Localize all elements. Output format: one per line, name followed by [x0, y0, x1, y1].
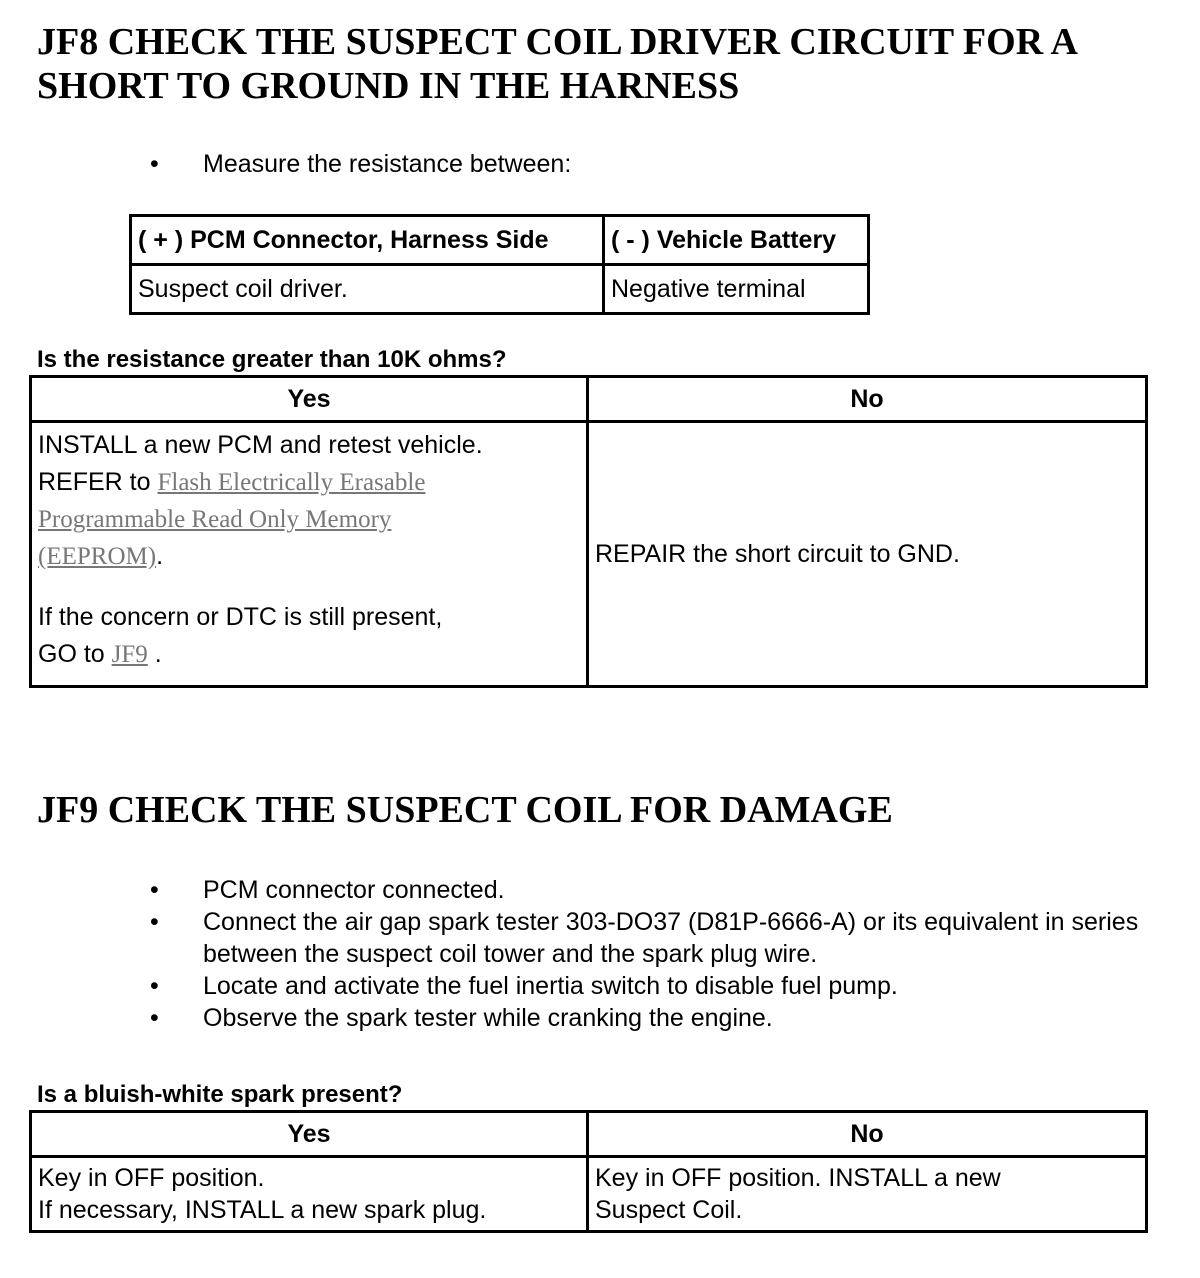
- bullet-text: PCM connector connected.: [203, 876, 505, 904]
- jf8-heading-line2: SHORT TO GROUND IN THE HARNESS: [37, 65, 740, 107]
- no-header: No: [588, 377, 1147, 422]
- refer-line-3: [38, 538, 580, 575]
- jf9-no-cell: [588, 1157, 1147, 1232]
- yes-header: Yes: [31, 1112, 588, 1157]
- jf8-question: Is the resistance greater than 10K ohms?: [37, 346, 507, 373]
- list-item: [150, 906, 1170, 970]
- no-line1: Key in OFF position. INSTALL a new: [595, 1164, 1001, 1192]
- measure-col2-value: Negative terminal: [604, 265, 869, 314]
- jf8-decision-table: [29, 375, 1148, 688]
- yes-install-text: INSTALL a new PCM and retest vehicle.: [38, 431, 483, 459]
- refer-suffix: .: [156, 542, 164, 570]
- goto-line: [38, 636, 580, 673]
- jf8-yes-cell: [31, 422, 588, 687]
- yes-line2: If necessary, INSTALL a new spark plug.: [38, 1196, 487, 1224]
- jf8-heading-line1: JF8 CHECK THE SUSPECT COIL DRIVER CIRCUIT FOR A: [37, 21, 1078, 63]
- bullet-icon: •: [150, 876, 159, 904]
- table-row: [31, 377, 1147, 422]
- measurement-table: [129, 214, 870, 315]
- jf9-yes-cell: [31, 1157, 588, 1232]
- eeprom-link-cont[interactable]: Programmable Read Only Memory: [38, 506, 392, 533]
- bullet-text: Measure the resistance between:: [203, 150, 572, 178]
- bullet-text: Locate and activate the fuel inertia switch to disable fuel pump.: [203, 972, 898, 1000]
- jf9-heading: JF9 CHECK THE SUSPECT COIL FOR DAMAGE: [37, 789, 893, 831]
- spacer: [38, 575, 580, 599]
- list-item: [150, 970, 1170, 1002]
- no-header: No: [588, 1112, 1147, 1157]
- bullet-text: Connect the air gap spark tester 303-DO37 (D81P-6666-A) or its equivalent in series between the suspect coil tower and the spark plug wire.: [203, 908, 1139, 968]
- concern-text: If the concern or DTC is still present,: [38, 603, 443, 631]
- bullet-icon: •: [150, 908, 159, 936]
- goto-prefix: GO to: [38, 640, 105, 668]
- jf9-bullet-list: [150, 874, 1170, 1034]
- list-item: [150, 874, 1170, 906]
- table-row: [131, 265, 869, 314]
- no-line2: Suspect Coil.: [595, 1196, 743, 1224]
- refer-line: [38, 464, 580, 501]
- bullet-icon: •: [150, 1004, 159, 1032]
- measure-col1-value: Suspect coil driver.: [131, 265, 604, 314]
- jf9-decision-table: [29, 1110, 1148, 1233]
- eeprom-link[interactable]: Flash Electrically Erasable: [157, 469, 426, 496]
- list-item: [150, 148, 1170, 180]
- eeprom-link-end[interactable]: (EEPROM): [38, 543, 157, 570]
- jf8-no-cell: REPAIR the short circuit to GND.: [588, 422, 1147, 687]
- table-row: [31, 1112, 1147, 1157]
- jf9-link[interactable]: JF9: [111, 641, 148, 668]
- yes-line1: Key in OFF position.: [38, 1164, 265, 1192]
- list-item: [150, 1002, 1170, 1034]
- measure-col1-header: ( + ) PCM Connector, Harness Side: [131, 216, 604, 265]
- jf8-heading: [37, 20, 1078, 108]
- yes-header: Yes: [31, 377, 588, 422]
- table-row: [31, 1157, 1147, 1232]
- goto-suffix: .: [154, 640, 162, 668]
- bullet-icon: •: [150, 972, 159, 1000]
- jf8-bullet-list: [150, 148, 1170, 180]
- refer-line-2: [38, 501, 580, 538]
- table-row: [131, 216, 869, 265]
- refer-prefix: REFER to: [38, 468, 151, 496]
- bullet-text: Observe the spark tester while cranking the engine.: [203, 1004, 773, 1032]
- table-row: [31, 422, 1147, 687]
- measure-col2-header: ( - ) Vehicle Battery: [604, 216, 869, 265]
- bullet-icon: •: [150, 150, 159, 178]
- jf9-question: Is a bluish-white spark present?: [37, 1081, 403, 1108]
